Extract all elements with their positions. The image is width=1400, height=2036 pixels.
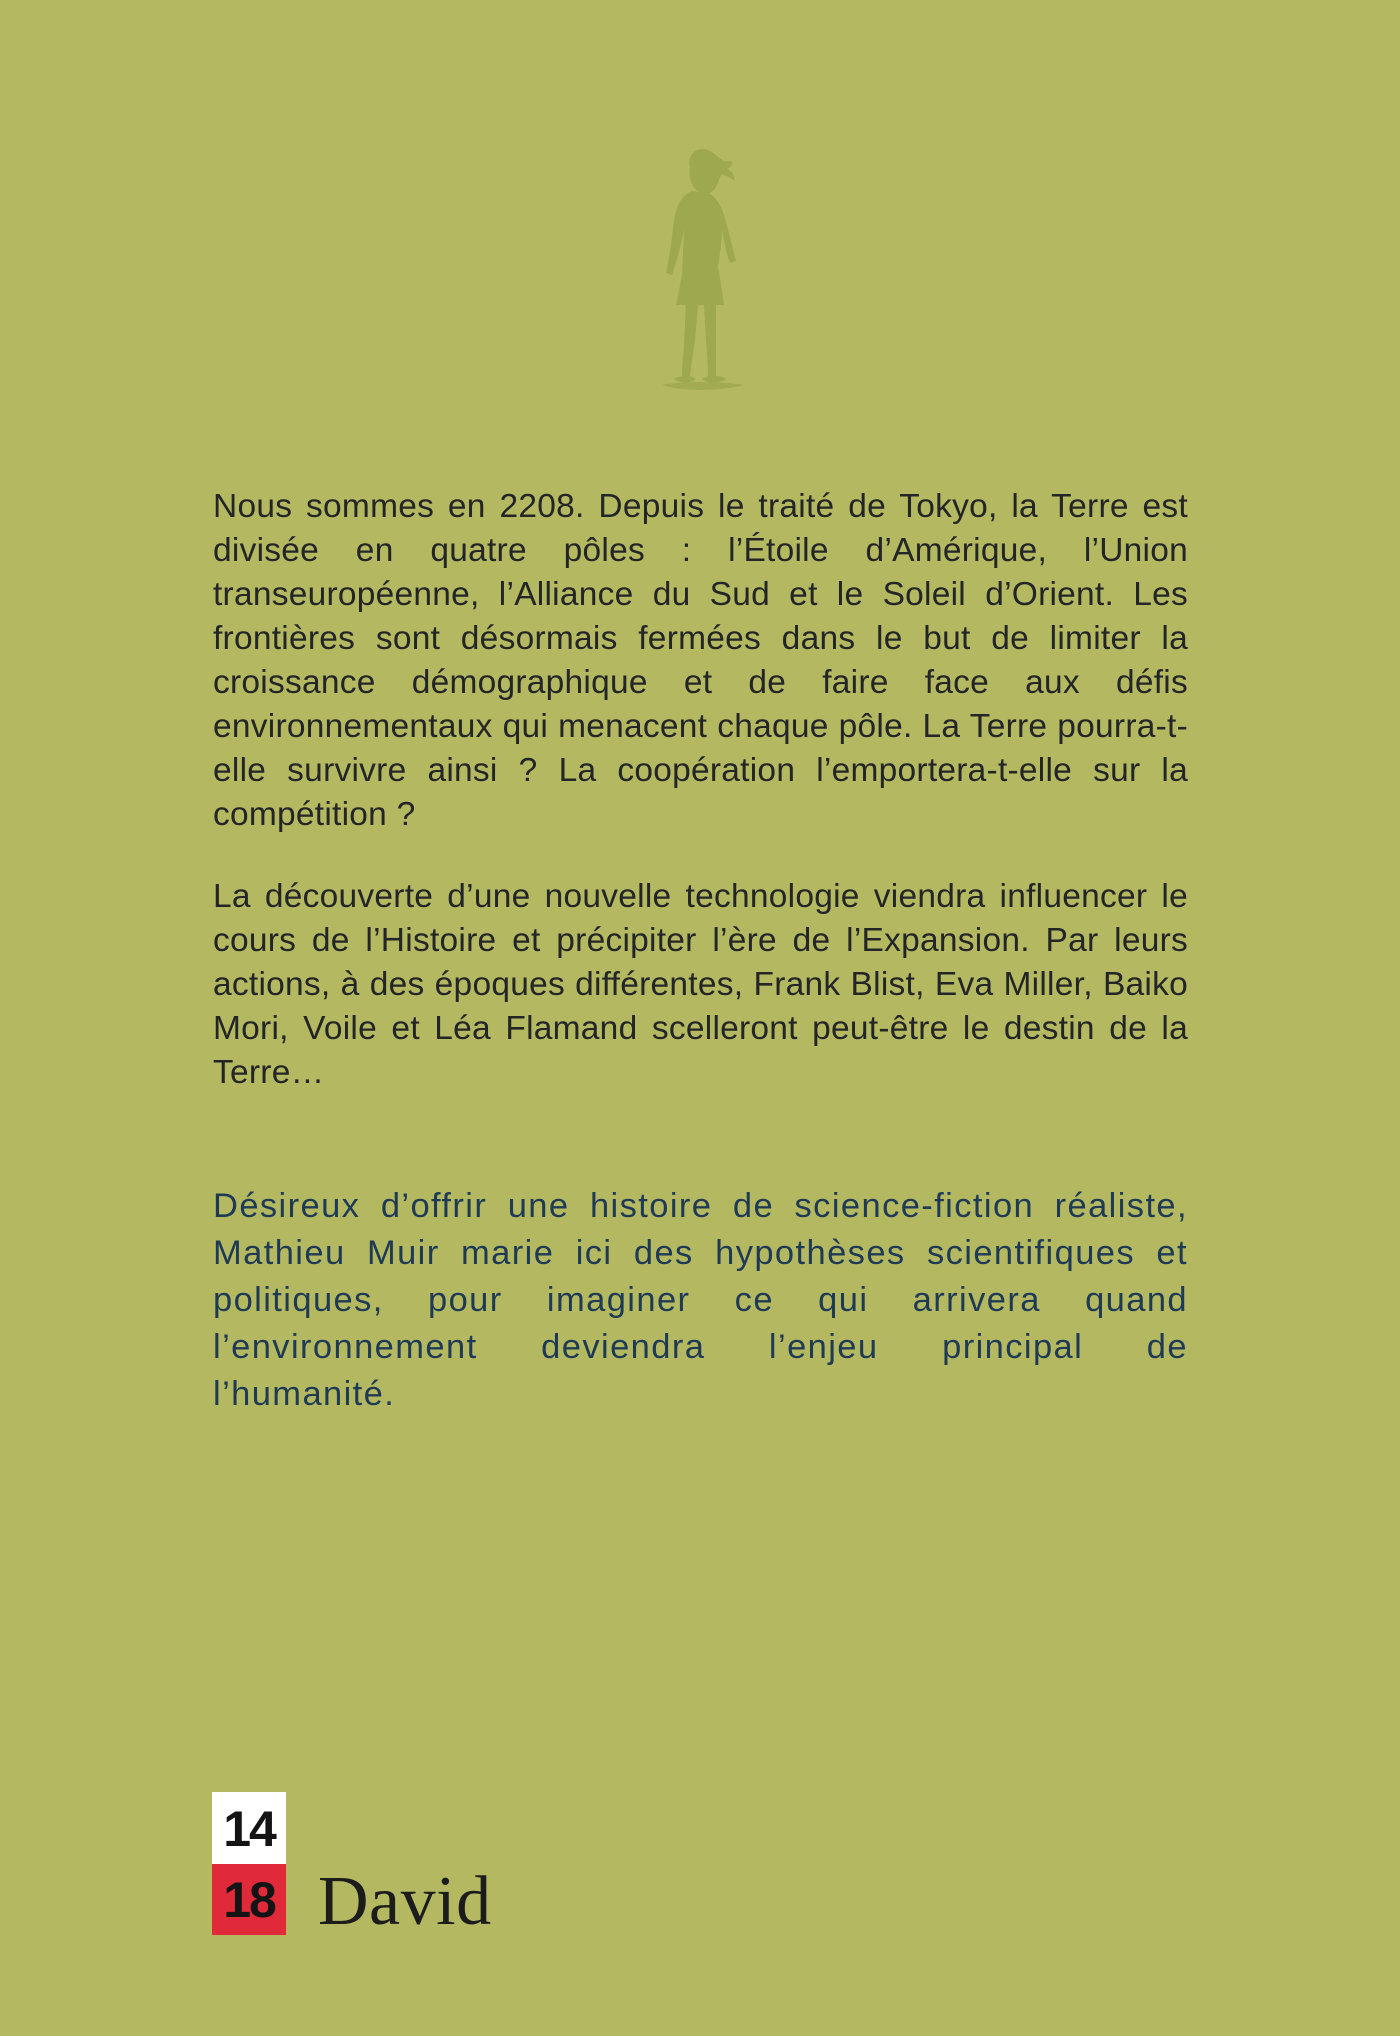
publisher-logo: David: [318, 1863, 492, 1940]
synopsis-paragraph-2: La découverte d’une nouvelle technologie viendra influencer le cours de l’Histoire et précipiter l’ère de l’Expansion. Par leurs actions, à des époques différentes, Frank Blist, Eva Miller, Baiko Mori, Voile et Léa Flamand scelleront peut-être le destin de la Terre…: [213, 878, 1188, 1091]
girl-silhouette-icon: [652, 145, 748, 395]
author-blurb: Désireux d’offrir une histoire de science-fiction réaliste, Mathieu Muir marie ici des hypothèses scientifiques et politiques, pour imaginer ce qui arrivera quand l’environnement deviendra l’enjeu principal de l’humanité.: [213, 1187, 1188, 1413]
age-rating-badge: [212, 1792, 286, 1935]
age-rating-max: 18: [212, 1864, 286, 1935]
age-rating-min: 14: [212, 1792, 286, 1864]
synopsis-paragraph-1: Nous sommes en 2208. Depuis le traité de Tokyo, la Terre est divisée en quatre pôles : l’Étoile d’Amérique, l’Union transeuropéenne, l’Alliance du Sud et le Soleil d’Orient. Les frontières sont désormais fermées dans le but de limiter la croissance démographique et de faire face aux défis environnementaux qui menacent chaque pôle. La Terre pourra-t-elle survivre ainsi ? La coopération l’emportera-t-elle sur la compétition ?: [213, 488, 1188, 833]
